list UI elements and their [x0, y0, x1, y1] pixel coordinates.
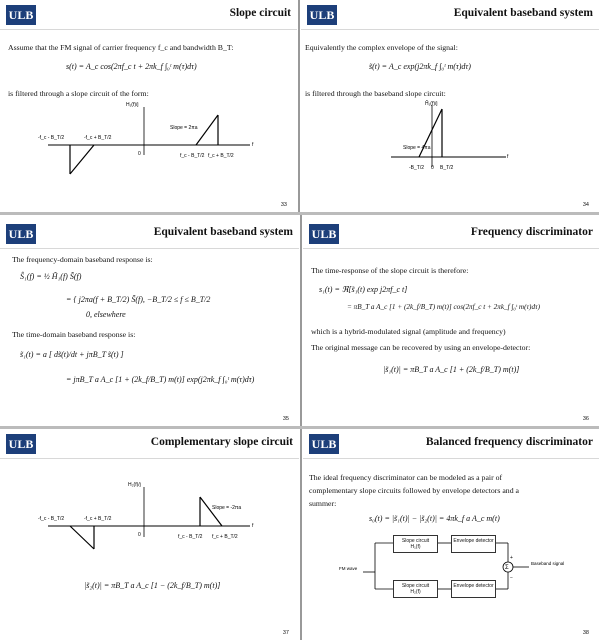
slide-title: Equivalent baseband system	[453, 7, 593, 19]
intro-text: Assume that the FM signal of carrier frequency f_c and bandwidth B_T:	[8, 43, 234, 52]
page-number: 35	[282, 416, 289, 422]
summer-symbol: Σ	[505, 565, 509, 571]
slide-complementary-slope	[0, 429, 299, 640]
filter-text: is filtered through a slope circuit of the form:	[8, 89, 149, 98]
right-tick-1: f_c - B_T/2	[178, 534, 203, 540]
plus-sign: +	[510, 555, 513, 561]
left-tick-2: -f_c + B_T/2	[84, 516, 112, 522]
zero-label: 0	[138, 151, 141, 157]
envelope-eq: |s̃₁(t)| = πB_T a A_c [1 + (2k_f/B_T) m(t)]	[383, 365, 520, 374]
header-rule	[303, 248, 599, 249]
header-rule	[303, 458, 599, 459]
slide-balanced-discriminator	[303, 429, 599, 640]
box-sublabel: H₁(f)	[410, 544, 421, 550]
vertical-divider	[300, 215, 302, 426]
left-tick-1: -f_c - B_T/2	[38, 516, 65, 522]
slide-equivalent-baseband-response	[0, 215, 299, 426]
box-sublabel: H₂(f)	[410, 589, 421, 595]
intro-line-3: summer:	[309, 499, 337, 508]
slope-circuit-plot	[0, 97, 297, 177]
ylabel: H₁(f)/j	[126, 102, 139, 108]
complementary-slope-plot	[0, 477, 299, 577]
ulb-logo: ULB	[6, 434, 36, 454]
box-label: Envelope detector	[453, 538, 494, 544]
slope-time-eq-expanded: = πB_T a A_c [1 + (2k_f/B_T) m(t)] cos(2πf_c t + 2πk_f ∫₀ᵗ m(τ)dτ)	[347, 303, 541, 311]
zero-label: 0	[138, 532, 141, 538]
header-rule	[0, 248, 299, 249]
f-axis-label: f	[252, 523, 254, 529]
page-number: 33	[280, 202, 287, 208]
slide-title: Frequency discriminator	[470, 226, 593, 238]
minus-sign: −	[510, 575, 513, 581]
envelope-detector-box-2	[451, 580, 496, 598]
slide-title: Complementary slope circuit	[150, 436, 293, 448]
tick-minus: -B_T/2	[409, 165, 425, 171]
page-number: 34	[582, 202, 589, 208]
intro-text: Equivalently the complex envelope of the signal:	[305, 43, 458, 52]
left-tick-1: -f_c - B_T/2	[38, 135, 65, 141]
slide-frequency-discriminator	[303, 215, 599, 426]
recovery-text: The original message can be recovered by using an envelope-detector:	[311, 343, 531, 352]
page-number: 36	[582, 416, 589, 422]
input-label: FM wave	[339, 566, 358, 571]
right-tick-2: f_c + B_T/2	[212, 534, 238, 540]
slide-slope-circuit	[0, 0, 297, 212]
ulb-logo: ULB	[6, 224, 36, 244]
slope-circuit-box-1	[393, 535, 438, 553]
piecewise-eq-line2: 0, elsewhere	[86, 310, 126, 319]
envelope-detector-box-1	[451, 535, 496, 553]
tick-plus: B_T/2	[440, 165, 454, 171]
ylabel: H₂(f)/j	[128, 482, 141, 488]
output-label: Baseband signal	[531, 561, 565, 566]
box-label: Slope circuit	[401, 583, 430, 589]
vertical-divider	[300, 429, 302, 640]
f-axis-label: f	[507, 154, 509, 160]
hybrid-text: which is a hybrid-modulated signal (amplitude and frequency)	[311, 327, 506, 336]
ylabel: H̃₁(f)/j	[425, 101, 438, 107]
intro-line-1: The ideal frequency discriminator can be modeled as a pair of	[309, 473, 503, 482]
intro-text: The time-response of the slope circuit is therefore:	[311, 266, 469, 275]
mid-text: The time-domain baseband response is:	[12, 330, 136, 339]
freq-response-eq: Ŝ₁(f) = ½ H̃₁(f) S̃(f)	[20, 272, 82, 281]
slope-time-eq: s₁(t) = ℜ[s̃₁(t) exp j2πf_c t]	[319, 285, 408, 294]
ulb-logo: ULB	[6, 5, 36, 25]
header-rule	[301, 29, 599, 30]
slope-label: Slope = 4πa	[403, 145, 431, 151]
tick-zero: 0	[431, 165, 434, 171]
ulb-logo: ULB	[309, 224, 339, 244]
f-axis-label: f	[252, 142, 254, 148]
right-tick-1: f_c - B_T/2	[180, 153, 205, 159]
box-label: Envelope detector	[453, 583, 494, 589]
slide-title: Slope circuit	[229, 7, 291, 19]
intro-line-2: complementary slope circuits followed by envelope detectors and a	[309, 486, 520, 495]
ulb-logo: ULB	[307, 5, 337, 25]
filter-text: is filtered through the baseband slope circuit:	[305, 89, 446, 98]
right-tick-2: f_c + B_T/2	[208, 153, 234, 159]
slide-equivalent-baseband	[301, 0, 599, 212]
piecewise-eq-line1: = { j2πa(f + B_T/2) S̃(f), −B_T/2 ≤ f ≤ B_T/2	[66, 295, 211, 304]
baseband-slope-plot	[301, 97, 599, 187]
page-number: 37	[282, 630, 289, 636]
slide-title: Balanced frequency discriminator	[425, 436, 593, 448]
slope-circuit-box-2	[393, 580, 438, 598]
header-rule	[0, 458, 299, 459]
complex-envelope-equation: s̃(t) = A_c exp(j2πk_f ∫₀ᵗ m(τ)dτ)	[369, 62, 471, 71]
fm-signal-equation: s(t) = A_c cos(2πf_c t + 2πk_f ∫₀ᵗ m(τ)dτ)	[66, 62, 197, 71]
time-response-eq: s̃₁(t) = a [ ds̃(t)/dt + jπB_T s̃(t) ]	[20, 350, 124, 359]
left-tick-2: -f_c + B_T/2	[84, 135, 112, 141]
slope-label: Slope = 2πa	[170, 125, 198, 131]
box-label: Slope circuit	[401, 538, 430, 544]
output-equation: s₀(t) = |s̃₁(t)| − |s̃₂(t)| = 4πk_f a A_c m(t)	[369, 514, 500, 523]
page-number: 38	[582, 630, 589, 636]
time-response-eq-expanded: = jπB_T a A_c [1 + (2k_f/B_T) m(t)] exp(j2πk_f ∫₀ᵗ m(τ)dτ)	[66, 375, 255, 384]
complementary-envelope-eq: |s̃₂(t)| = πB_T a A_c [1 − (2k_f/B_T) m(t)]	[84, 581, 221, 590]
slide-title: Equivalent baseband system	[153, 226, 293, 238]
header-rule	[0, 29, 297, 30]
intro-text: The frequency-domain baseband response is:	[12, 255, 153, 264]
vertical-divider	[298, 0, 300, 212]
ulb-logo: ULB	[309, 434, 339, 454]
slope-label: Slope = -2πa	[212, 505, 242, 511]
